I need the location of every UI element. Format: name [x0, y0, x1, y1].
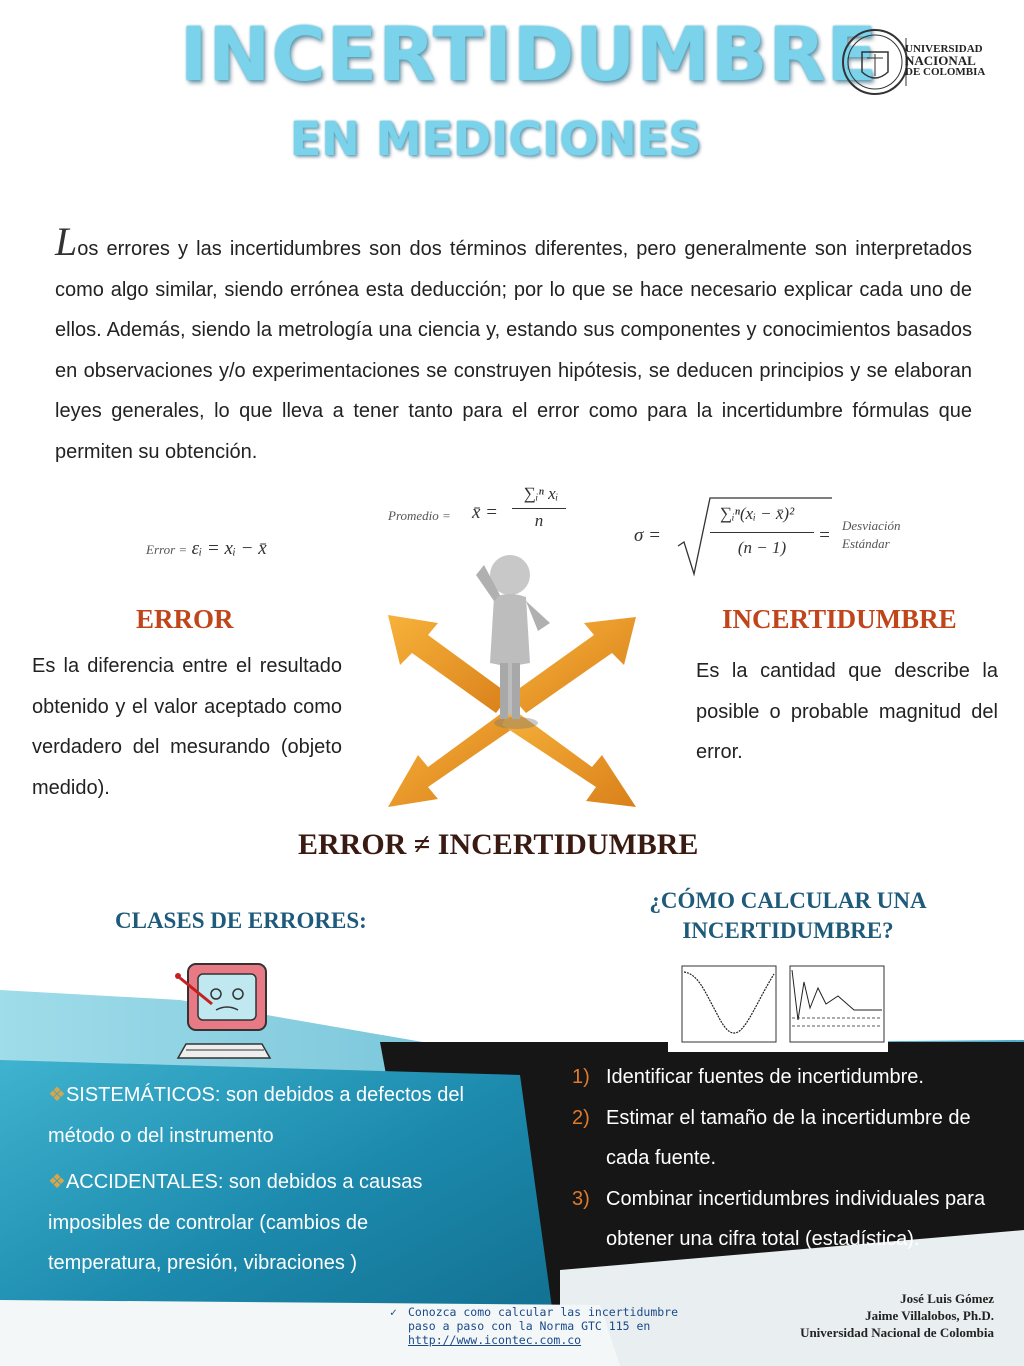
promedio-numerator: ∑ᵢⁿ xᵢ: [523, 484, 559, 503]
author-2: Jaime Villalobos, Ph.D.: [865, 1308, 994, 1323]
promedio-fraction-bar: [512, 508, 566, 509]
calcular-steps: [572, 1057, 992, 1260]
error-formula-expr: εᵢ = xᵢ − x̄: [191, 538, 267, 559]
promedio-denominator: n: [534, 511, 544, 530]
icontec-link[interactable]: http://www.icontec.com.co: [408, 1333, 582, 1347]
clases-item-text: ACCIDENTALES: son debidos a causas imposibles de controlar (cambios de temperatura, presión, vibraciones ): [48, 1171, 423, 1274]
logo-text-line3: DE COLOMBIA: [905, 66, 986, 78]
step-text: Estimar el tamaño de la incertidumbre de cada fuente.: [606, 1106, 971, 1169]
step-number: 1): [572, 1066, 590, 1088]
page-title: INCERTIDUMBRE: [180, 12, 879, 98]
authors-signature: [720, 1290, 994, 1341]
step-number: 3): [572, 1187, 590, 1210]
calcular-step: [572, 1057, 992, 1098]
intro-paragraph: [55, 219, 972, 472]
author-institution: Universidad Nacional de Colombia: [800, 1325, 994, 1340]
page-subtitle: EN MEDICIONES: [290, 112, 702, 166]
sigma-label-line1: Desviación: [842, 518, 901, 533]
author-1: José Luis Gómez: [900, 1291, 994, 1306]
measurement-graphs-illustration: [668, 960, 888, 1052]
clases-list: [48, 1075, 478, 1284]
sigma-numerator: ∑ᵢⁿ(xᵢ − x̄)²: [719, 504, 795, 523]
incertidumbre-heading: INCERTIDUMBRE: [722, 604, 957, 634]
error-formula: [146, 538, 267, 560]
calcular-heading-line1: ¿CÓMO CALCULAR UNA: [649, 888, 927, 913]
sigma-fraction-bar: [710, 532, 814, 533]
logo-text-line1: UNIVERSIDAD: [905, 43, 983, 55]
clases-item-sistematicos: [48, 1075, 478, 1156]
calcular-step: [572, 1179, 992, 1260]
calcular-heading-line2: INCERTIDUMBRE?: [682, 918, 894, 943]
sick-computer-illustration: [166, 958, 278, 1070]
logo-text: [905, 44, 985, 78]
calcular-step: [572, 1098, 992, 1179]
clases-item-text: SISTEMÁTICOS: son debidos a defectos del método o del instrumento: [48, 1084, 464, 1147]
logo-text-line2: NACIONAL: [905, 53, 976, 68]
promedio-label: Promedio =: [388, 508, 451, 523]
sigma-equals: =: [818, 525, 831, 546]
checkmark-icon: ✓: [390, 1305, 397, 1319]
sigma-formula: [634, 492, 934, 582]
error-heading: ERROR: [136, 604, 234, 634]
incertidumbre-definition: Es la cantidad que describe la posible o probable magnitud del error.: [696, 660, 998, 763]
calcular-heading: [604, 886, 972, 946]
sigma-label-line2: Estándar: [842, 536, 890, 551]
error-vs-incertidumbre-heading: ERROR ≠ INCERTIDUMBRE: [298, 828, 699, 861]
intro-text: os errores y las incertidumbres son dos términos diferentes, pero generalmente son interpretados como algo similar, siendo errónea esta deducción; por lo que se hace necesario explicar cada uno de ellos. Además, siendo la metrología una ciencia y, estando sus componentes y conocimientos basados en observaciones y/o experimentaciones se construyen hipótesis, se deducen principios y se elaboran leyes generales, lo que lleva a tener tanto para el error como para la incertidumbre fórmulas que permiten su obtención.: [55, 238, 972, 463]
promedio-lhs: x̄ =: [472, 502, 499, 523]
clases-item-accidentales: [48, 1162, 478, 1284]
promedio-formula: [388, 484, 588, 544]
diamond-bullet-icon: ❖: [48, 1084, 66, 1106]
step-text: Combinar incertidumbres individuales para obtener una cifra total (estadística).: [606, 1187, 986, 1250]
step-text: Identificar fuentes de incertidumbre.: [606, 1066, 924, 1088]
norma-note: [390, 1305, 680, 1347]
diamond-bullet-icon: ❖: [48, 1171, 66, 1193]
clases-heading: CLASES DE ERRORES:: [115, 908, 367, 933]
step-number: 2): [572, 1106, 590, 1129]
intro-dropcap: L: [55, 219, 78, 264]
norma-note-text: Conozca como calcular las incertidumbre paso a paso con la Norma GTC 115 en: [408, 1305, 679, 1333]
sigma-denominator: (n − 1): [737, 538, 787, 557]
error-definition: Es la diferencia entre el resultado obtenido y el valor aceptado como verdadero del mesurando (objeto medido).: [32, 655, 342, 799]
error-formula-label: Error =: [146, 542, 188, 557]
thinking-figure-illustration: [368, 545, 652, 815]
sigma-lhs: σ =: [634, 525, 661, 546]
